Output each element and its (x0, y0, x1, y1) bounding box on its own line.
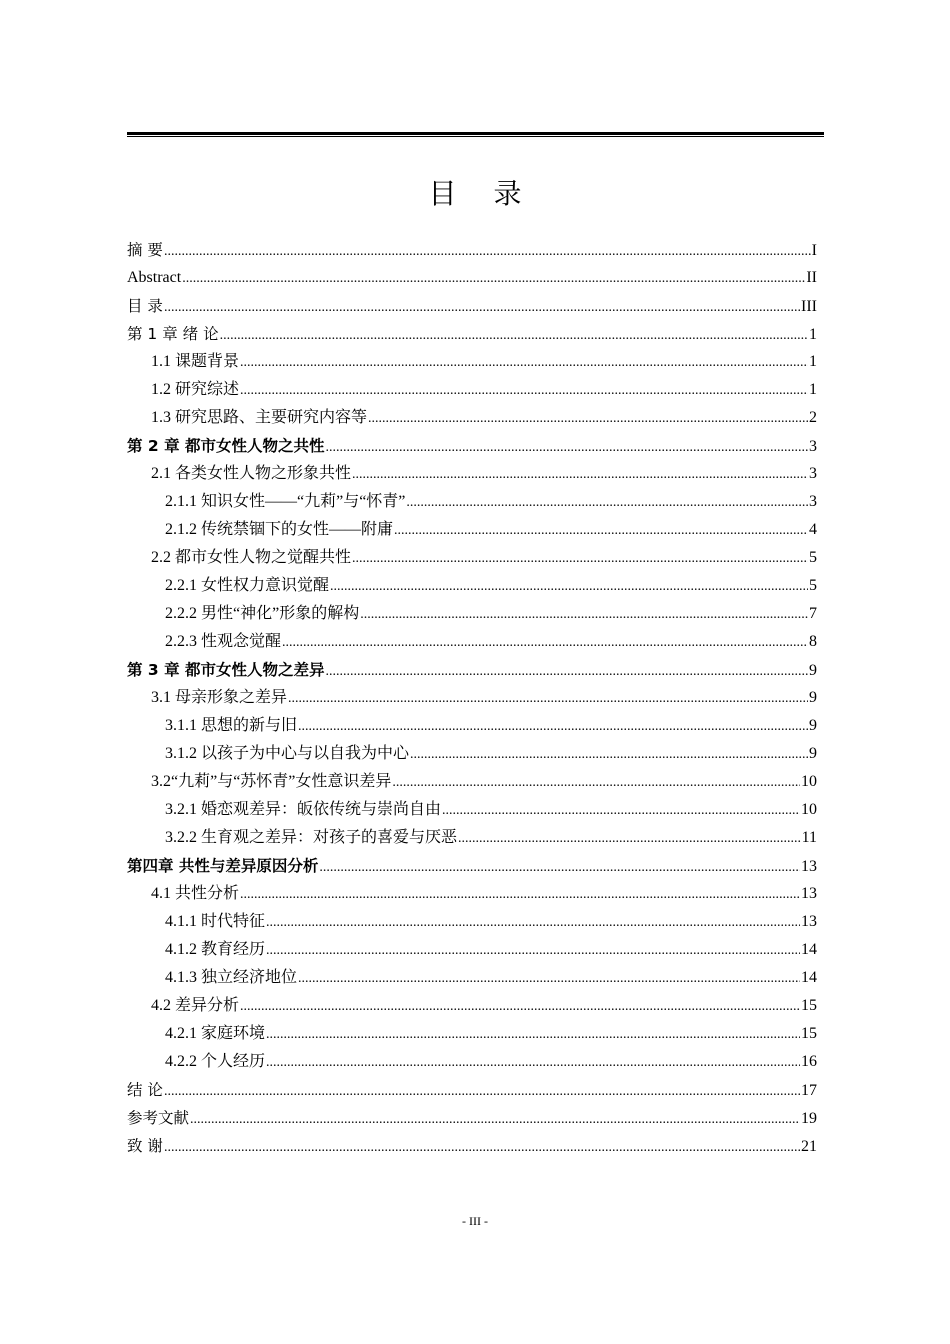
toc-entry[interactable] (127, 1104, 817, 1132)
toc-entry-label: 2.1.2 传统禁锢下的女性——附庸 (165, 521, 394, 538)
toc-dot-leader (288, 685, 808, 713)
toc-entry[interactable] (127, 656, 817, 684)
toc-dot-leader (325, 658, 808, 686)
toc-dot-leader (164, 238, 811, 266)
toc-entry-page-number: 1 (809, 326, 817, 343)
toc-entry[interactable] (127, 348, 817, 376)
toc-entry-label: 结 论 (127, 1081, 163, 1099)
toc-dot-leader (220, 322, 808, 350)
toc-entry-page-number: 10 (801, 801, 817, 818)
toc-entry-page-number: 3 (809, 438, 817, 455)
toc-entry-label: 2.1 各类女性人物之形象共性 (151, 465, 352, 482)
toc-entry-page-number: 3 (809, 493, 817, 510)
toc-entry-page-number: 3 (809, 465, 817, 482)
toc-entry-page-number: 14 (801, 941, 817, 958)
toc-entry[interactable] (127, 1132, 817, 1160)
toc-entry-label: 3.2.1 婚恋观差异：皈依传统与崇尚自由 (165, 801, 442, 818)
toc-entry-label: 摘 要 (127, 241, 163, 259)
toc-entry-page-number: 9 (809, 745, 817, 762)
toc-entry-label: 4.1.3 独立经济地位 (165, 969, 298, 986)
toc-entry-label: 4.1.1 时代特征 (165, 913, 266, 930)
toc-entry[interactable] (127, 880, 817, 908)
toc-entry-label: 3.1.2 以孩子为中心与以自我为中心 (165, 745, 410, 762)
header-double-rule (127, 132, 824, 138)
toc-entry[interactable] (127, 488, 817, 516)
toc-entry[interactable] (127, 460, 817, 488)
toc-entry-page-number: 9 (809, 689, 817, 706)
toc-entry[interactable] (127, 1076, 817, 1104)
toc-entry[interactable] (127, 684, 817, 712)
page-title: 目 录 (428, 177, 536, 210)
toc-entry-page-number: 11 (801, 829, 817, 846)
toc-entry-page-number: 15 (801, 1025, 817, 1042)
toc-dot-leader (330, 573, 808, 601)
toc-entry-page-number: 7 (809, 605, 817, 622)
toc-entry-label: 目 录 (127, 297, 163, 315)
toc-dot-leader (394, 517, 808, 545)
toc-entry-page-number: II (806, 269, 817, 286)
toc-entry-label: 第 2 章 都市女性人物之共性 (127, 437, 325, 455)
toc-dot-leader (240, 881, 800, 909)
toc-entry-page-number: 14 (801, 969, 817, 986)
toc-dot-leader (360, 601, 808, 629)
toc-dot-leader (352, 461, 808, 489)
header-rule-thin (127, 136, 824, 137)
toc-entry-page-number: 13 (801, 885, 817, 902)
toc-entry[interactable] (127, 572, 817, 600)
toc-dot-leader (410, 741, 808, 769)
toc-dot-leader (298, 965, 800, 993)
toc-entry[interactable] (127, 768, 817, 796)
toc-dot-leader (368, 405, 808, 433)
toc-entry-page-number: 19 (801, 1110, 817, 1127)
toc-entry[interactable] (127, 404, 817, 432)
toc-dot-leader (266, 1021, 800, 1049)
toc-entry-label: 参考文献 (127, 1109, 190, 1127)
toc-entry-label: 1.3 研究思路、主要研究内容等 (151, 409, 368, 426)
toc-dot-leader (240, 993, 800, 1021)
toc-dot-leader (164, 1134, 800, 1162)
toc-entry-page-number: 2 (809, 409, 817, 426)
toc-entry-label: 致 谢 (127, 1137, 163, 1155)
toc-entry-label: 4.2.1 家庭环境 (165, 1025, 266, 1042)
toc-entry-label: 3.1.1 思想的新与旧 (165, 717, 298, 734)
toc-entry[interactable] (127, 432, 817, 460)
toc-dot-leader (164, 294, 800, 322)
toc-entry[interactable] (127, 376, 817, 404)
toc-entry[interactable] (127, 320, 817, 348)
toc-entry-page-number: 5 (809, 549, 817, 566)
toc-entry-label: 2.2.3 性观念觉醒 (165, 633, 282, 650)
toc-entry-label: 2.2.2 男性“神化”形象的解构 (165, 605, 360, 622)
toc-entry-label: 3.2.2 生育观之差异：对孩子的喜爱与厌恶 (165, 829, 458, 846)
toc-entry[interactable] (127, 824, 817, 852)
toc-entry-page-number: 15 (801, 997, 817, 1014)
toc-dot-leader (182, 265, 805, 293)
toc-dot-leader (325, 434, 808, 462)
toc-entry-label: 第四章 共性与差异原因分析 (127, 857, 319, 875)
toc-dot-leader (240, 349, 808, 377)
toc-dot-leader (164, 1078, 800, 1106)
toc-entry-label: 2.2 都市女性人物之觉醒共性 (151, 549, 352, 566)
header-rule-thick (127, 132, 824, 135)
toc-entry-page-number: 1 (809, 381, 817, 398)
toc-dot-leader (266, 937, 800, 965)
toc-entry[interactable] (127, 1020, 817, 1048)
toc-entry[interactable] (127, 992, 817, 1020)
toc-entry-label: 1.1 课题背景 (151, 353, 240, 370)
toc-entry-label: 1.2 研究综述 (151, 381, 240, 398)
toc-entry-page-number: 9 (809, 662, 817, 679)
toc-entry[interactable] (127, 236, 817, 264)
toc-entry-label: 2.1.1 知识女性——“九莉”与“怀青” (165, 493, 406, 510)
toc-entry[interactable] (127, 964, 817, 992)
toc-entry[interactable] (127, 600, 817, 628)
toc-entry-page-number: 8 (809, 633, 817, 650)
toc-entry[interactable] (127, 908, 817, 936)
toc-dot-leader (240, 377, 808, 405)
toc-entry[interactable] (127, 712, 817, 740)
toc-dot-leader (406, 489, 808, 517)
toc-entry-page-number: 9 (809, 717, 817, 734)
toc-entry-label: 4.1 共性分析 (151, 885, 240, 902)
toc-entry-page-number: 17 (801, 1082, 817, 1099)
toc-entry-label: 第 3 章 都市女性人物之差异 (127, 661, 325, 679)
toc-dot-leader (392, 769, 800, 797)
toc-entry-label: 4.2 差异分析 (151, 997, 240, 1014)
toc-dot-leader (282, 629, 808, 657)
toc-dot-leader (190, 1106, 800, 1134)
toc-entry[interactable] (127, 936, 817, 964)
toc-entry-label: Abstract (127, 269, 182, 286)
toc-entry[interactable] (127, 264, 817, 292)
toc-entry[interactable] (127, 292, 817, 320)
toc-entry-page-number: 5 (809, 577, 817, 594)
toc-entry-page-number: 10 (801, 773, 817, 790)
toc-entry[interactable] (127, 544, 817, 572)
toc-entry[interactable] (127, 852, 817, 880)
toc-dot-leader (319, 854, 800, 882)
toc-dot-leader (352, 545, 808, 573)
toc-entry-label: 4.2.2 个人经历 (165, 1053, 266, 1070)
toc-entry[interactable] (127, 1048, 817, 1076)
toc-entry-page-number: 1 (809, 353, 817, 370)
toc-entry-page-number: 4 (809, 521, 817, 538)
toc-entry-page-number: III (801, 298, 817, 315)
toc-entry[interactable] (127, 516, 817, 544)
toc-entry[interactable] (127, 796, 817, 824)
toc-entry-label: 4.1.2 教育经历 (165, 941, 266, 958)
toc-dot-leader (266, 1049, 800, 1077)
toc-dot-leader (266, 909, 800, 937)
toc-entry-page-number: I (811, 242, 817, 259)
toc-entry[interactable] (127, 740, 817, 768)
toc-entry-page-number: 16 (801, 1053, 817, 1070)
toc-entry-page-number: 13 (801, 913, 817, 930)
toc-entry-label: 3.2“九莉”与“苏怀青”女性意识差异 (151, 773, 392, 790)
toc-entry-page-number: 21 (801, 1138, 817, 1155)
toc-entry-page-number: 13 (801, 858, 817, 875)
toc-dot-leader (298, 713, 808, 741)
toc-dot-leader (458, 825, 801, 853)
toc-entry-label: 第 1 章 绪 论 (127, 325, 219, 343)
toc-entry-label: 2.2.1 女性权力意识觉醒 (165, 577, 330, 594)
toc-dot-leader (442, 797, 800, 825)
page-number-footer: - III - (462, 1214, 488, 1228)
toc-entry[interactable] (127, 628, 817, 656)
toc-entry-label: 3.1 母亲形象之差异 (151, 689, 288, 706)
table-of-contents (127, 236, 817, 1160)
